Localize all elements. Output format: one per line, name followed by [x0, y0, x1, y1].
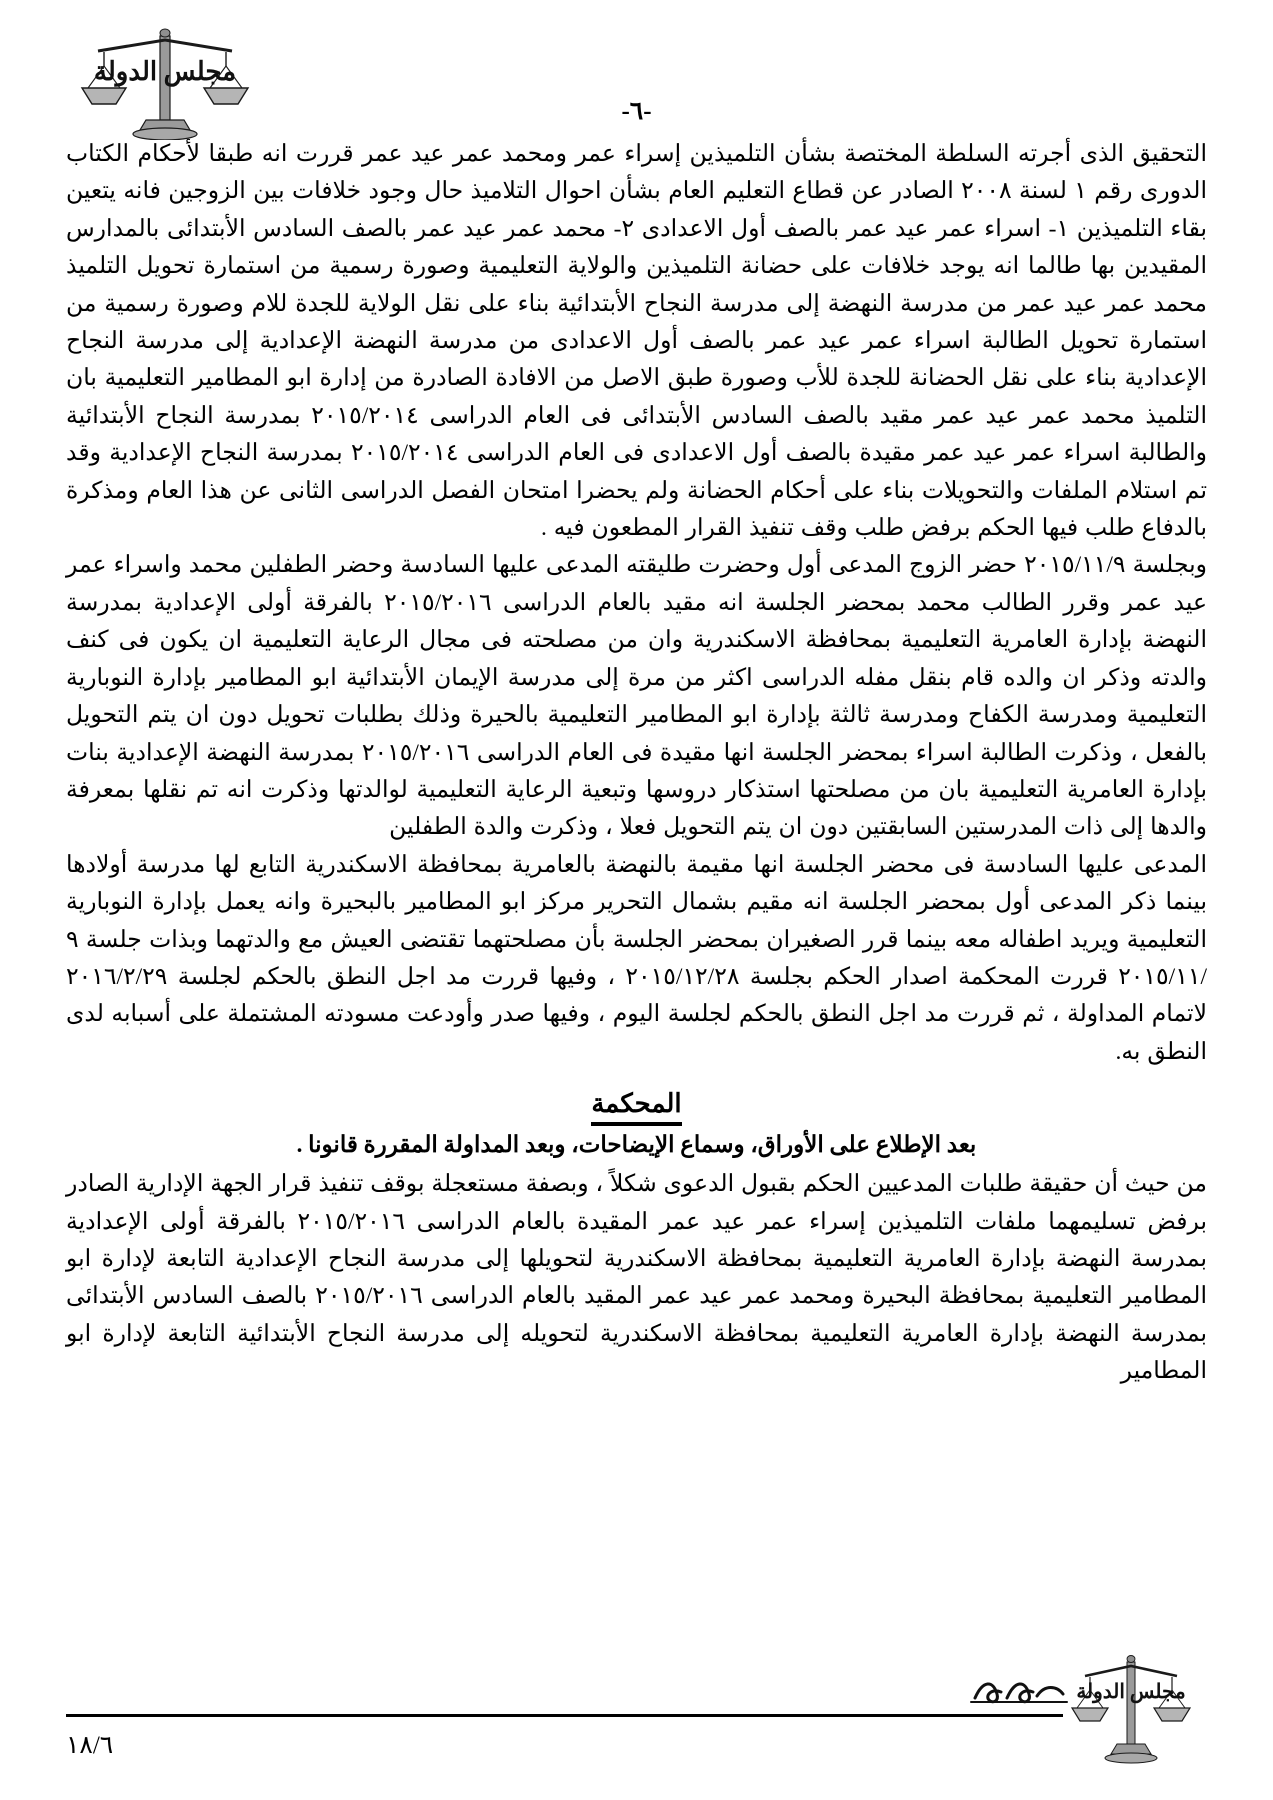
- court-heading: المحكمة: [591, 1087, 681, 1126]
- page-marker: -٦-: [621, 98, 652, 125]
- document-body: [66, 136, 1207, 1630]
- footer-divider: [66, 1714, 1063, 1717]
- handwritten-signature-icon: [967, 1668, 1077, 1714]
- paragraph-session: وبجلسة ٢٠١٥/١١/٩ حضر الزوج المدعى أول وحضرت طليقته المدعى عليها السادسة وحضر الطفلين محمد واسراء عمر عيد عمر وقرر الطالب محمد بمحضر الجلسة انه مقيد بالعام الدراسى ٢٠١٥/٢٠١٦ بالفرقة أولى الإعدادية بمدرسة النهضة بإدارة العامرية التعليمية بمحافظة الاسكندرية وان من مصلحته فى مجال الرعاية التعليمية ان يكون فى كنف والدته وذكر ان والده قام بنقل مفله الدراسى اكثر من مرة إلى مدرسة الإيمان الأبتدائية ابو المطامير بإدارة النوبارية التعليمية ومدرسة الكفاح ومدرسة ثالثة بإدارة ابو المطامير التعليمية بالحيرة وذلك بطلبات تحويل دون ان يتم التحويل بالفعل ، وذكرت الطالبة اسراء بمحضر الجلسة انها مقيدة فى العام الدراسى ٢٠١٥/٢٠١٦ بمدرسة النهضة الإعدادية بنات بإدارة العامرية التعليمية بان من مصلحتها استذكار دروسها وتبعية الرعاية التعليمية لوالدتها وذكرت انه تم نقلها بمعرفة والدها إلى ذات المدرستين السابقتين دون ان يتم التحويل فعلا ، وذكرت والدة الطفلين: [66, 552, 1208, 841]
- paragraph-defendant-statement: المدعى عليها السادسة فى محضر الجلسة انها مقيمة بالنهضة بالعامرية بمحافظة الاسكندرية التابع لها مدرسة أولادها بينما ذكر المدعى أول بمحضر الجلسة انه مقيم بشمال التحرير مركز ابو المطامير بالبحيرة وانه يعمل بإدارة النوبارية التعليمية ويريد اطفاله معه بينما قرر الصغيران بمحضر الجلسة بأن مصلحتهما تقتضى العيش مع والدتهما وبذات جلسة ٩ /٢٠١٥/١١ قررت المحكمة اصدار الحكم بجلسة ٢٠١٥/١٢/٢٨ ، وفيها قررت مد اجل النطق بالحكم لجلسة ٢٠١٦/٢/٢٩ لاتمام المداولة ، ثم قررت مد اجل النطق بالحكم لجلسة اليوم ، وفيها صدر وأودعت مسودته المشتملة على أسبابه لدى النطق به.: [66, 851, 1207, 1065]
- court-subheading: بعد الإطلاع على الأوراق، وسماع الإيضاحات، وبعد المداولة المقررة قانونا .: [296, 1132, 977, 1158]
- court-heading-container: [66, 1087, 1207, 1126]
- paragraph-investigation: التحقيق الذى أجرته السلطة المختصة بشأن التلميذين إسراء عمر ومحمد عمر عيد عمر قررت انه طبقا لأحكام الكتاب الدورى رقم ١ لسنة ٢٠٠٨ الصادر عن قطاع التعليم العام بشأن احوال التلاميذ حال وجود خلافات بين الزوجين فانه يتعين بقاء التلميذين ١- اسراء عمر عيد عمر بالصف أول الاعدادى ٢- محمد عمر عيد عمر بالصف السادس الأبتدائى بالمدارس المقيدين بها طالما انه يوجد خلافات على حضانة التلميذين والولاية التعليمية وصورة رسمية من استمارة تحويل التلميذ محمد عمر عيد عمر من مدرسة النهضة إلى مدرسة النجاح الأبتدائية بناء على نقل الولاية للجدة للام وصورة رسمية من استمارة تحويل الطالبة اسراء عمر عيد عمر بالصف أول الاعدادى من مدرسة النهضة الإعدادية إلى مدرسة النجاح الإعدادية بناء على نقل الحضانة للجدة للأب وصورة طبق الاصل من الافادة الصادرة من إدارة ابو المطامير التعليمية بان التلميذ محمد عمر عيد عمر مقيد بالصف السادس الأبتدائى فى العام الدراسى ٢٠١٥/٢٠١٤ بمدرسة النجاح الأبتدائية والطالبة اسراء عمر عيد عمر مقيدة بالصف أول الاعدادى فى العام الدراسى ٢٠١٥/٢٠١٤ بمدرسة النجاح الإعدادية وقد تم استلام الملفات والتحويلات بناء على أحكام الحضانة ولم يحضرا امتحان الفصل الدراسى الثانى عن هذا العام ومذكرة بالدفاع طلب فيها الحكم برفض طلب وقف تنفيذ القرار المطعون فيه .: [66, 141, 1207, 542]
- paragraph-closing: من حيث أن حقيقة طلبات المدعيين الحكم بقبول الدعوى شكلاً ، وبصفة مستعجلة بوقف تنفيذ قرار الجهة الإدارية الصادر برفض تسليمهما ملفات التلميذين إسراء عمر عيد عمر المقيدة بالعام الدراسى ٢٠١٥/٢٠١٦ بالفرقة أولى الإعدادية بمدرسة النهضة بإدارة العامرية التعليمية بمحافظة الاسكندرية لتحويلها إلى مدرسة النجاح الإعدادية التابعة لإدارة ابو المطامير التعليمية بمحافظة البحيرة ومحمد عمر عيد عمر المقيد بالعام الدراسى ٢٠١٥/٢٠١٦ بالصف السادس الأبتدائى بمدرسة النهضة بإدارة العامرية التعليمية بمحافظة الاسكندرية لتحويله إلى مدرسة النجاح الأبتدائية التابعة لإدارة ابو المطامير: [66, 1171, 1207, 1385]
- footer-page-number: ١٨/٦: [66, 1732, 114, 1759]
- svg-text:مجلس الدولة: مجلس الدولة: [1076, 1681, 1186, 1703]
- svg-text:مجلس الدولة: مجلس الدولة: [93, 57, 237, 86]
- council-of-state-emblem-footer-icon: [1067, 1646, 1195, 1772]
